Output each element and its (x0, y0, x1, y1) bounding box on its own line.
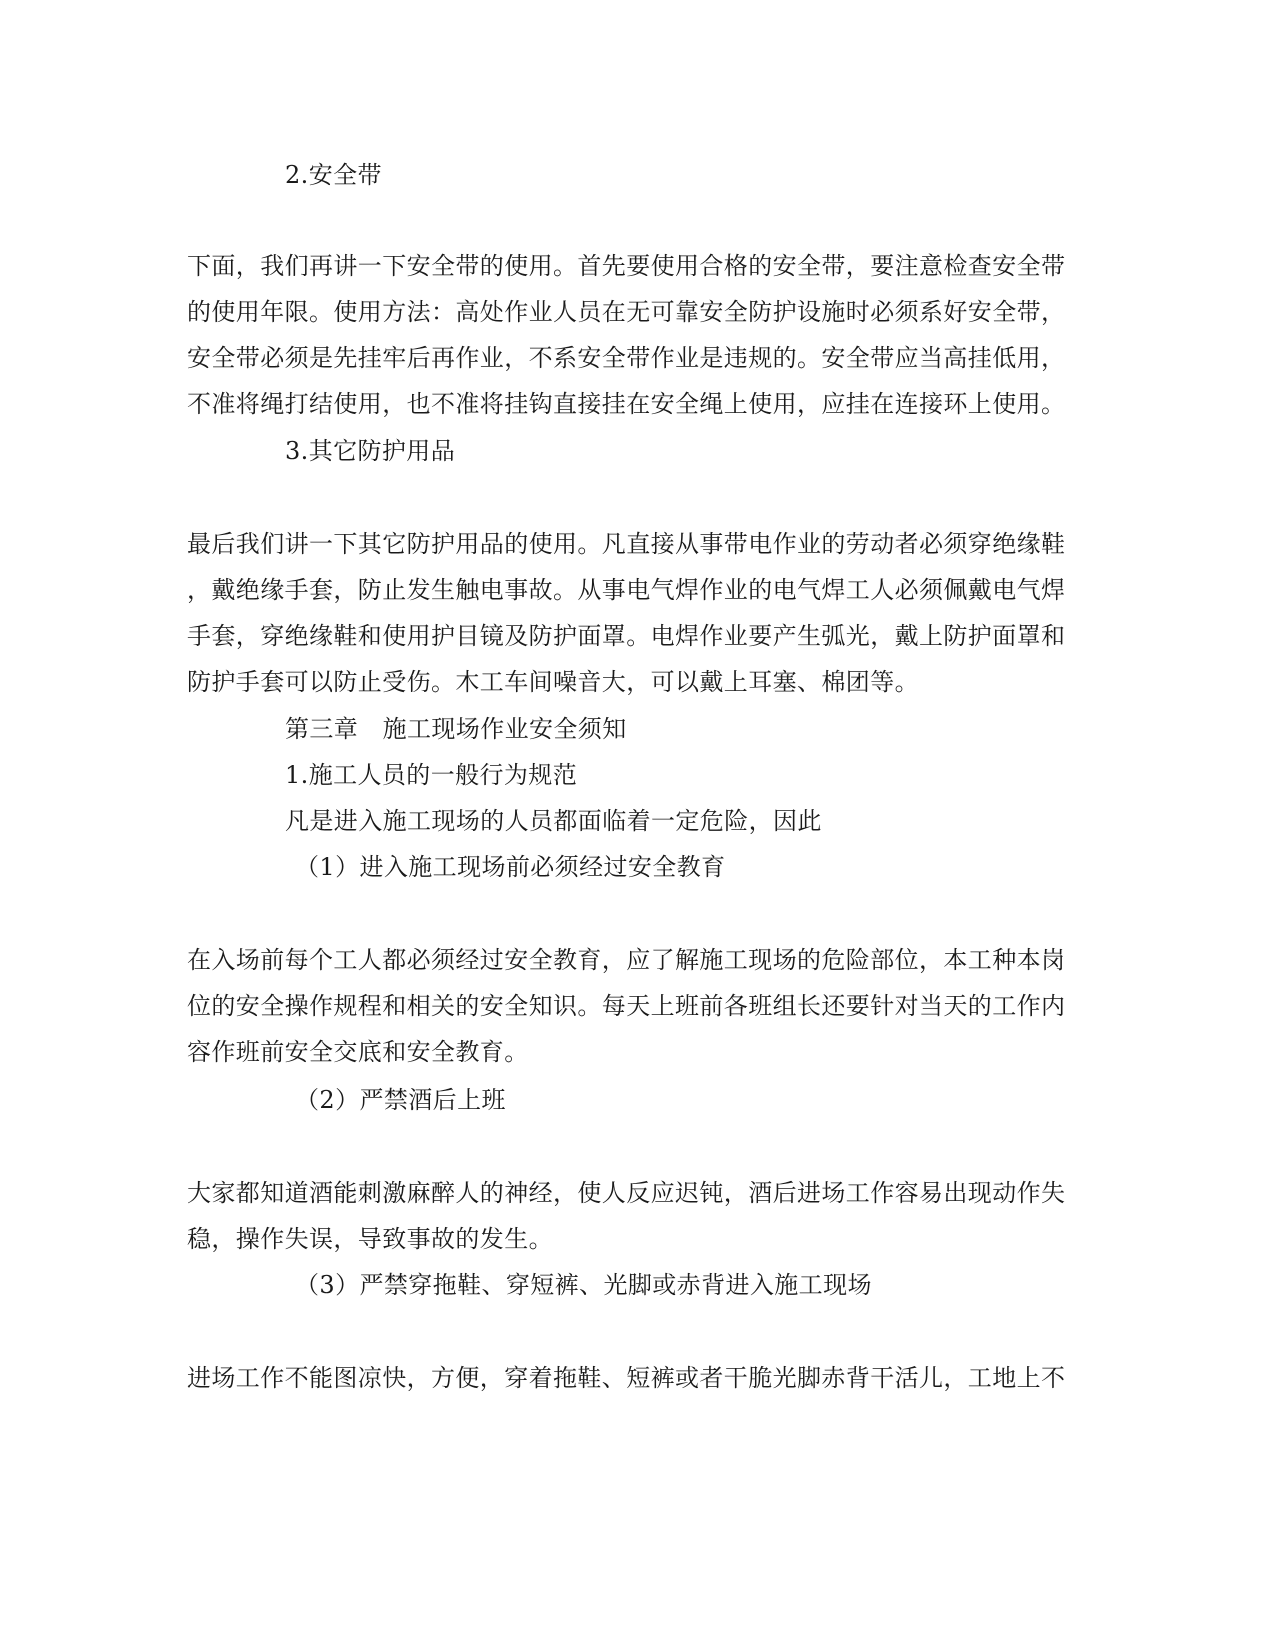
paragraph-line: 下面，我们再讲一下安全带的使用。首先要使用合格的安全带，要注意检查安全带 (187, 252, 1066, 280)
paragraph-line: 安全带必须是先挂牢后再作业，不系安全带作业是违规的。安全带应当高挂低用， (187, 344, 1066, 372)
paragraph-line: 进场工作不能图凉快，方便，穿着拖鞋、短裤或者干脆光脚赤背干活儿，工地上不 (187, 1364, 1066, 1392)
paragraph-line: 手套，穿绝缘鞋和使用护目镜及防护面罩。电焊作业要产生弧光，戴上防护面罩和 (187, 622, 1066, 650)
paragraph-line: 防护手套可以防止受伤。木工车间噪音大，可以戴上耳塞、棉团等。 (187, 668, 919, 696)
paragraph-line: 最后我们讲一下其它防护用品的使用。凡直接从事带电作业的劳动者必须穿绝缘鞋 (187, 530, 1066, 558)
paragraph-line: ，戴绝缘手套，防止发生触电事故。从事电气焊作业的电气焊工人必须佩戴电气焊 (187, 576, 1066, 604)
paragraph-line: 在入场前每个工人都必须经过安全教育，应了解施工现场的危险部位，本工种本岗 (187, 946, 1066, 974)
paragraph-line: 稳，操作失误，导致事故的发生。 (187, 1225, 553, 1253)
item-heading-2: （2）严禁酒后上班 (295, 1086, 506, 1114)
paragraph-line: 容作班前安全交底和安全教育。 (187, 1038, 529, 1066)
section-heading-other-equipment: 3.其它防护用品 (285, 437, 456, 465)
chapter-heading: 第三章 施工现场作业安全须知 (285, 715, 627, 743)
paragraph-line: 的使用年限。使用方法：高处作业人员在无可靠安全防护设施时必须系好安全带， (187, 298, 1066, 326)
item-heading-1: （1）进入施工现场前必须经过安全教育 (295, 853, 726, 881)
paragraph-line: 不准将绳打结使用，也不准将挂钩直接挂在安全绳上使用，应挂在连接环上使用。 (187, 390, 1066, 418)
paragraph-line: 位的安全操作规程和相关的安全知识。每天上班前各班组长还要针对当天的工作内 (187, 992, 1066, 1020)
item-heading-3: （3）严禁穿拖鞋、穿短裤、光脚或赤背进入施工现场 (295, 1271, 872, 1299)
intro-line: 凡是进入施工现场的人员都面临着一定危险，因此 (285, 807, 822, 835)
section-heading-safety-belt: 2.安全带 (285, 161, 382, 189)
section-heading-behavior: 1.施工人员的一般行为规范 (285, 761, 578, 789)
paragraph-line: 大家都知道酒能刺激麻醉人的神经，使人反应迟钝，酒后进场工作容易出现动作失 (187, 1179, 1066, 1207)
